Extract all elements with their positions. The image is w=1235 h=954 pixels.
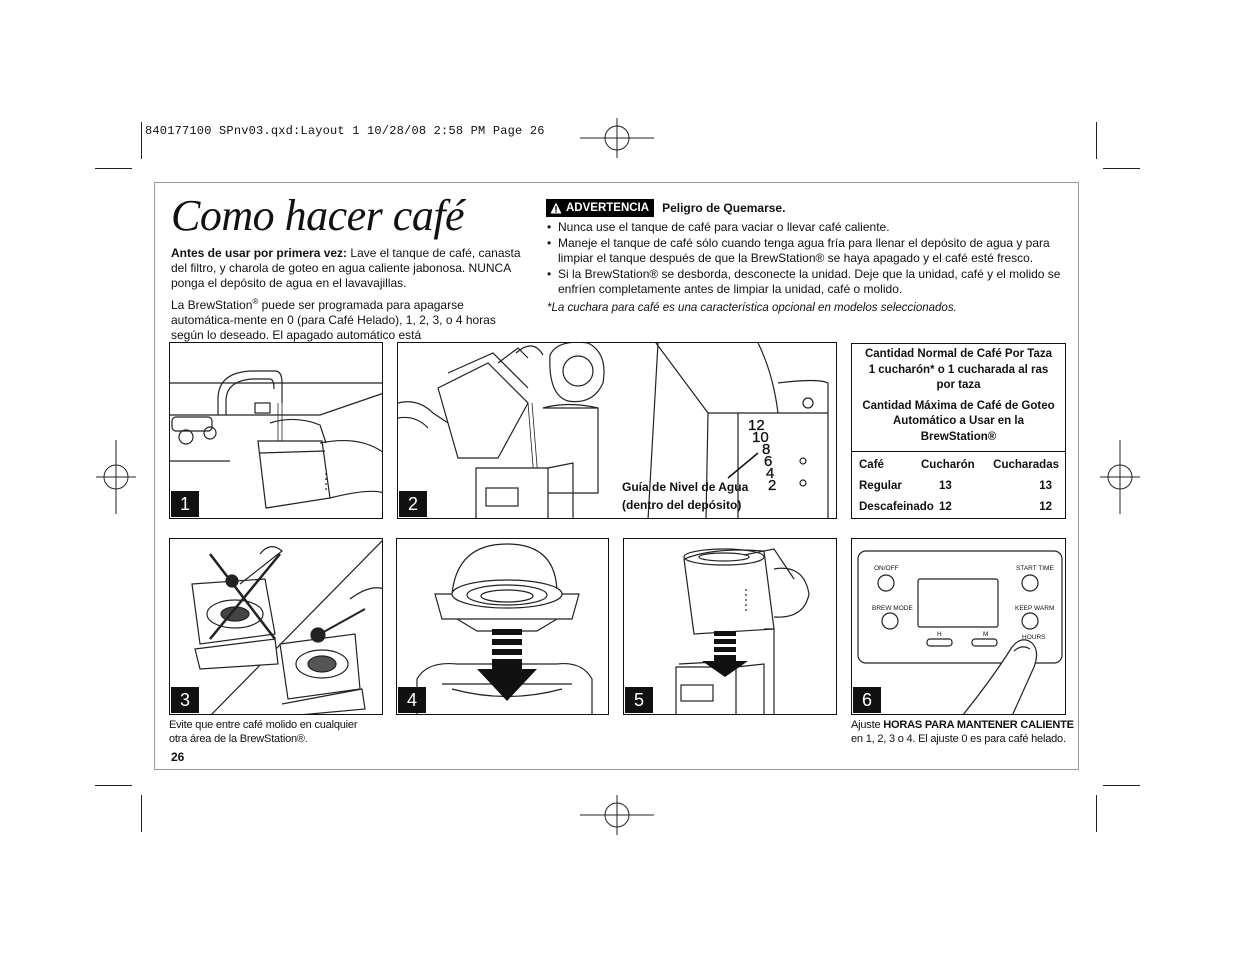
- column-header: Café: [859, 458, 884, 471]
- printer-slug: 840177100 SPnv03.qxd:Layout 1 10/28/08 2:58 PM Page 26: [145, 124, 545, 138]
- water-mark-label: 8: [762, 441, 771, 458]
- step-6-caption: [851, 718, 1076, 746]
- step-3-illustration: [169, 538, 383, 715]
- minute-button-label: M: [983, 631, 989, 638]
- warning-header: [546, 199, 785, 217]
- step-number-badge: 3: [171, 687, 199, 713]
- column-header: Cucharadas: [993, 458, 1059, 471]
- table-cell: 13: [939, 479, 952, 492]
- table-header-line: por taza: [936, 379, 981, 391]
- water-mark-label: 2: [768, 477, 777, 494]
- coffee-amount-table: [851, 343, 1066, 519]
- guide-line-2: (dentro del depósito): [622, 498, 742, 512]
- program-text-2: puede ser programada para apagarse automática-mente en 0 (para Café Helado), 1, 2, 3, o 4 horas según lo deseado. El apagado automático está: [171, 298, 496, 342]
- caption-text: Ajuste: [851, 719, 884, 731]
- warning-badge: [546, 199, 654, 217]
- first-use-paragraph: [171, 246, 526, 291]
- table-header-line: 1 cucharón* o 1 cucharada al ras: [868, 363, 1049, 376]
- step-number-badge: 6: [853, 687, 881, 713]
- warning-triangle-icon: [550, 202, 562, 214]
- step-number-badge: 5: [625, 687, 653, 713]
- pour-water-drawing: [398, 343, 837, 519]
- table-header-max: [852, 394, 1065, 446]
- table-column-headers: [859, 454, 1059, 475]
- warning-badge-label: ADVERTENCIA: [566, 202, 650, 214]
- step-number-badge: 2: [399, 491, 427, 517]
- column-header: Cucharón: [921, 458, 975, 471]
- step-2-illustration: [397, 342, 837, 519]
- insert-tank-drawing: [624, 539, 837, 715]
- table-cell: 12: [1039, 500, 1052, 513]
- caption-line: otra área de la BrewStation®.: [169, 733, 308, 745]
- water-mark-label: 12: [748, 417, 765, 434]
- step-number-badge: 1: [171, 491, 199, 517]
- table-cell: Regular: [859, 479, 902, 492]
- add-coffee-drawing: [170, 539, 383, 715]
- table-cell: 13: [1039, 479, 1052, 492]
- step-4-illustration: [396, 538, 609, 715]
- table-cell: 12: [939, 500, 952, 513]
- warning-list: [547, 220, 1067, 298]
- step-3-caption: [169, 718, 384, 746]
- table-row: [859, 496, 1059, 517]
- caption-line: en 1, 2, 3 o 4. El ajuste 0 es para café helado.: [851, 733, 1066, 745]
- keep-warm-label: KEEP WARM: [1015, 605, 1055, 612]
- step-5-illustration: [623, 538, 837, 715]
- step-number-badge: 4: [398, 687, 426, 713]
- table-body: [852, 451, 1065, 517]
- page-number: 26: [171, 750, 185, 764]
- control-panel-drawing: [852, 539, 1066, 715]
- page-title: Como hacer café: [171, 191, 465, 240]
- first-use-label: Antes de usar por primera vez:: [171, 246, 348, 260]
- hour-button-label: H: [937, 631, 942, 638]
- guide-line-1: Guía de Nivel de Agua: [622, 480, 749, 494]
- faucet-fill-drawing: [170, 343, 383, 519]
- table-cell: Descafeinado: [859, 500, 934, 513]
- water-level-guide-label: [622, 478, 748, 514]
- caption-emphasis: HORAS PARA MANTENER CALIENTE: [883, 719, 1074, 731]
- brew-mode-label: BREW MODE: [872, 605, 913, 612]
- program-text-1: La BrewStation: [171, 298, 253, 312]
- water-mark-label: 4: [766, 465, 775, 482]
- first-use-text: Lave el tanque de café, canasta del filtro, y charola de goteo en agua caliente jabonosa. NUNCA ponga el depósito de agua en el lavavajillas.: [171, 246, 521, 290]
- warning-item: • Si la BrewStation® se desborda, desconecte la unidad. Deje que la unidad, café y el molido se enfríen completamente antes de limpiar la unidad, café o molido.: [547, 267, 1067, 298]
- start-time-label: START TIME: [1016, 565, 1054, 572]
- scoop-footnote: *La cuchara para café es una característica opcional en modelos seleccionados.: [547, 302, 957, 314]
- step-1-illustration: [169, 342, 383, 519]
- table-header-line: Cantidad Máxima de Café de Goteo: [862, 399, 1055, 412]
- water-mark-label: 6: [764, 453, 773, 470]
- table-header-line: BrewStation®: [920, 430, 997, 443]
- water-level-marks: [748, 417, 776, 494]
- insert-basket-drawing: [397, 539, 609, 715]
- warning-item: • Nunca use el tanque de café para vaciar o llevar café caliente.: [547, 220, 1067, 236]
- on-off-label: ON/OFF: [874, 565, 899, 572]
- table-header-line: Cantidad Normal de Café Por Taza: [864, 348, 1053, 360]
- table-header-line: Automático a Usar en la: [892, 415, 1024, 427]
- table-row: [859, 475, 1059, 496]
- caption-line: Evite que entre café molido en cualquier: [169, 719, 358, 731]
- warning-title: Peligro de Quemarse.: [662, 201, 786, 215]
- hours-label: HOURS: [1022, 634, 1046, 641]
- step-6-illustration: [851, 538, 1066, 715]
- registered-mark: ®: [252, 297, 259, 306]
- table-header-normal: [852, 344, 1065, 394]
- water-mark-label: 10: [752, 429, 769, 446]
- warning-item: • Maneje el tanque de café sólo cuando tenga agua fría para llenar el depósito de agua y para limpiar el tanque después de que la BrewStation® se haya apagado y el café esté fresco.: [547, 236, 1067, 267]
